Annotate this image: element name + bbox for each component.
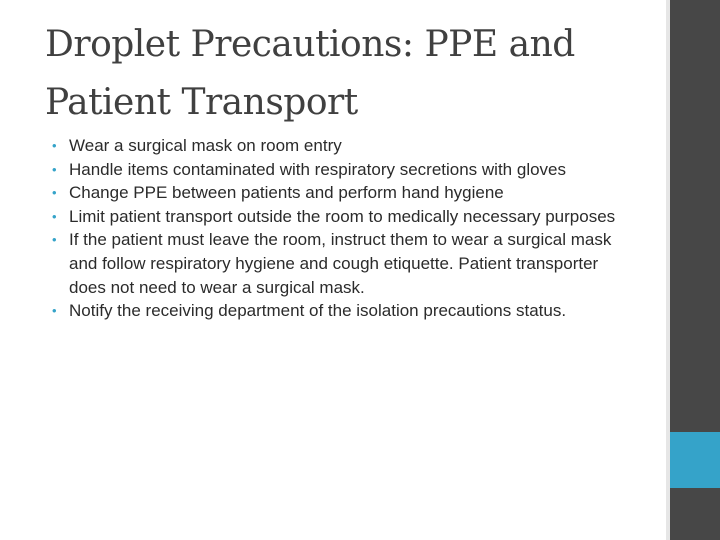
bullet-item — [52, 205, 637, 229]
bullet-dot-icon: • — [52, 185, 57, 201]
bullet-dot-icon: • — [52, 303, 57, 319]
bullet-text: Change PPE between patients and perform hand hygiene — [69, 183, 504, 203]
bullet-dot-icon: • — [52, 161, 57, 177]
bullet-item — [52, 158, 637, 182]
bullet-text: Wear a surgical mask on room entry — [69, 136, 342, 155]
bullet-text: Notify the receiving department of the isolation precautions status. — [69, 301, 567, 321]
bullet-dot-icon: • — [52, 208, 57, 224]
bullet-item — [52, 181, 637, 205]
bullet-list — [52, 134, 637, 323]
bullet-dot-icon: • — [52, 232, 57, 248]
bullet-text: Handle items contaminated with respiratory secretions with gloves — [69, 159, 567, 179]
bullet-item — [52, 134, 637, 158]
bullet-item — [52, 299, 637, 323]
bullet-text: Limit patient transport outside the room to medically necessary purposes — [69, 206, 616, 226]
bullet-text: If the patient must leave the room, instruct them to wear a surgical mask and follow respiratory hygiene and cough etiquette. Patient transporter does not need to wear a surgical mask. — [69, 230, 612, 297]
bullet-item — [52, 228, 637, 299]
slide-title: Droplet Precautions: PPE and Patient Transport — [45, 24, 575, 123]
sidebar-accent-block — [670, 432, 720, 488]
bullet-dot-icon: • — [52, 138, 57, 153]
